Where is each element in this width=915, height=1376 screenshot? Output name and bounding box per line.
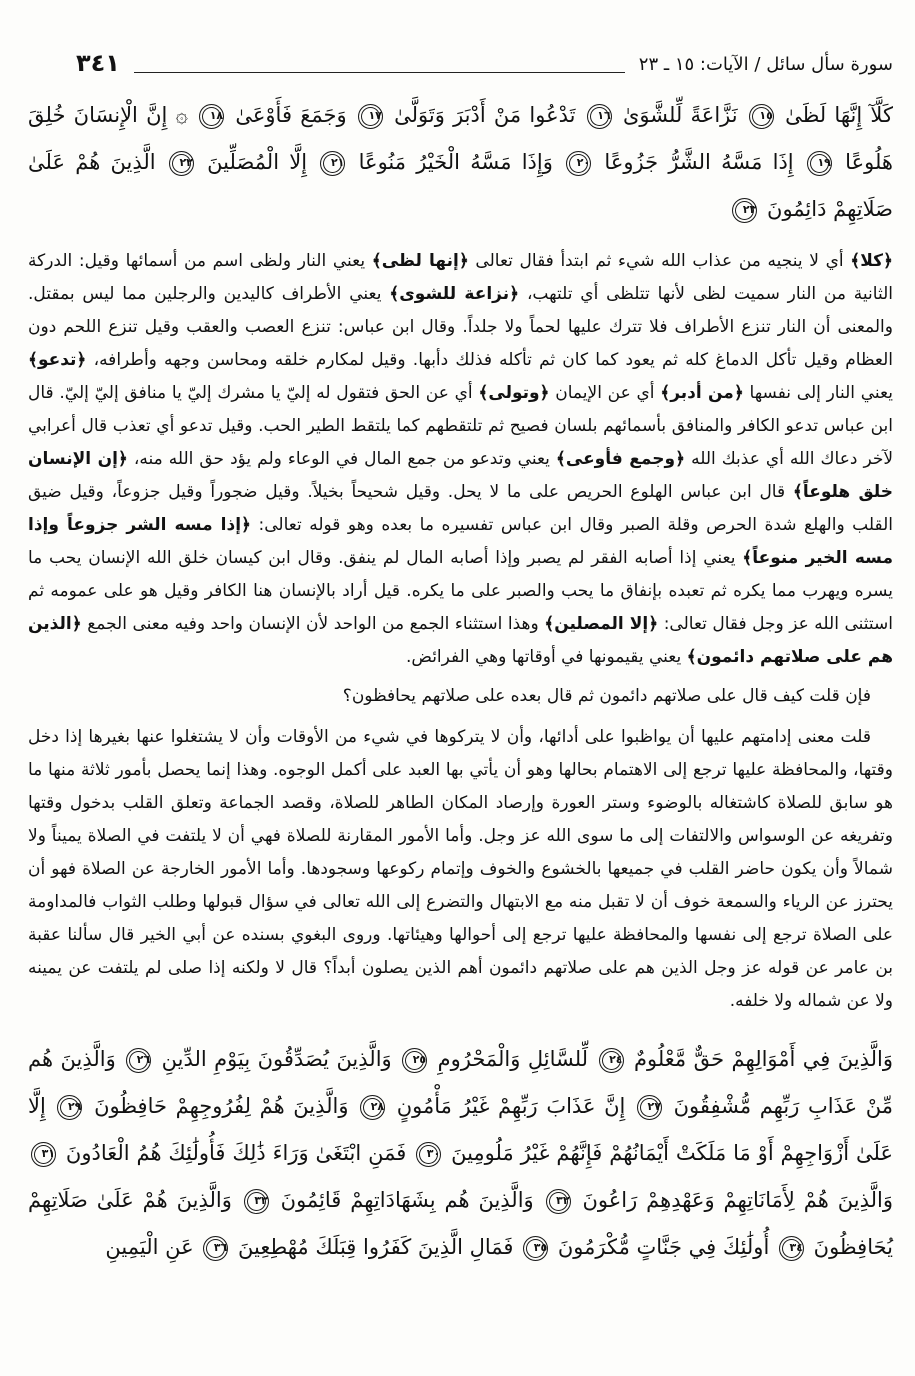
verse-text: وَالَّذِينَ هُم بِشَهَادَاتِهِمْ قَائِمُونَ [280,1188,534,1212]
commentary-text: يعني وتدعو من جمع المال في الوعاء ولم يؤد حق الله منه، [127,449,556,469]
commentary-text: أي عن الحق فتقول له إليّ يا مشرك إليّ يا منافق إليّ إليّ. قال ابن عباس تدعو الكافر والمنافق بأسمائهم بلسان فصيح ثم تلتقطهم كما يلتقط الطير الحب. وقيل تدعو أي تعذب قال أعرابي لآخر دعاك الله أي عذبك الله [28,383,894,469]
verse-number-marker: ٢٧ [637,1095,662,1120]
verse-number-marker: ١٥ [749,104,774,129]
verse-text: وَجَمَعَ فَأَوْعَىٰ [235,103,347,127]
commentary-text: قال ابن عباس الهلوع الحريص على ما لا يحل. وقيل شحيحاً بخيلاً. وقيل ضجوراً وقيل جزوعاً، وقيل ضيق القلب والهلع شدة الحرص وقلة الصبر وقال ابن عباس تفسيره ما بعده وهو قوله تعالى: [28,482,893,535]
header-rule [134,72,625,73]
quran-verses-block [28,1036,893,1271]
verse-number-marker: ١٦ [587,104,612,129]
verse-number-marker: ٢٨ [360,1095,385,1120]
verse-text: كَلَّآ إِنَّهَا لَظَىٰ [785,103,893,127]
commentary-text: يعني إذا أصابه الفقر لم يصبر وإذا أصابه المال لم ينفق. وقال ابن كيسان خلق الله الإنسان يحب ما يسره ويهرب مما يكره ثم تعبده بإنفاق ما يحب والصبر على ما يكره. قيل أراد بالإنسان هنا الكافر وقيل هو على عمومه ثم استثنى الله عز وجل فقال تعالى: [28,548,893,634]
question-paragraph: فإن قلت كيف قال على صلاتهم دائمون ثم قال بعده على صلاتهم يحافظون؟ [342,686,871,706]
verse-number-marker: ٣٢ [546,1189,571,1214]
quranic-quote: ﴿كلا﴾ [850,251,893,271]
commentary-text: يعني الأطراف كاليدين والرجلين مما ليس بمقتل. والمعنى أن النار تنزع الأطراف فلا تترك عليها لحماً ولا جلداً. وقال ابن عباس: تنزع العصب والعقب وقيل تنزع اللحم دون العظام وقيل تأكل الدماغ كله ثم يعود كما كان ثم تأكله فذلك دأبها. وقيل لمكارم خلقه ومحاسن وجهه وأطرافه، [28,284,893,370]
verse-number-marker: ١٨ [199,104,224,129]
verse-number-marker: ٣٤ [779,1236,804,1261]
verse-text: لِّلسَّائِلِ وَالْمَحْرُومِ [437,1047,589,1071]
verse-number-marker: ٢٢ [169,151,194,176]
page-number: ٣٤١ [76,49,120,77]
quranic-quote: ﴿وتولى﴾ [478,383,550,403]
verse-number-marker: ٢٣ [732,198,757,223]
verse-text: فَمَنِ ابْتَغَىٰ وَرَاءَ ذَٰلِكَ فَأُولَٰئِكَ هُمُ الْعَادُونَ [65,1141,407,1165]
verse-number-marker: ٣٦ [203,1236,228,1261]
commentary-text: وهذا استثناء الجمع من الواحد لأن الإنسان واحد وفيه معنى الجمع [81,614,545,634]
quranic-quote: ﴿إلا المصلين﴾ [544,614,659,634]
quranic-quote: ﴿نزاعة للشوى﴾ [389,284,520,304]
commentary-text: يعني النار ولظى اسم من أسمائها وقيل: الدركة الثانية من النار سميت لظى لأنها تتلظى أي تلتهب، [28,251,894,304]
verse-text: وَالَّذِينَ يُصَدِّقُونَ بِيَوْمِ الدِّينِ [161,1047,392,1071]
commentary-text: يعني يقيمونها في أوقاتها وهي الفرائض. [405,647,687,667]
verse-text: وَالَّذِينَ هُمْ لِأَمَانَاتِهِمْ وَعَهْدِهِمْ رَاعُونَ [582,1188,893,1212]
verse-number-marker: ٢٥ [402,1048,427,1073]
verse-text: وَالَّذِينَ هُم مِّنْ عَذَابِ رَبِّهِم مُّشْفِقُونَ [28,1047,893,1118]
quranic-quote: ﴿من أدبر﴾ [660,383,744,403]
verse-text: وَالَّذِينَ هُمْ عَلَىٰ صَلَاتِهِمْ يُحَافِظُونَ [28,1188,893,1259]
commentary-text: أي لا ينجيه من عذاب الله شيء ثم ابتدأ فقال تعالى [468,251,851,271]
verse-text: إِنَّ عَذَابَ رَبِّهِمْ غَيْرُ مَأْمُونٍ [396,1094,626,1118]
verse-text: إِلَّا الْمُصَلِّينَ [207,150,308,174]
verse-text: تَدْعُوا مَنْ أَدْبَرَ وَتَوَلَّىٰ [394,103,576,127]
quranic-quote: ﴿وجمع فأوعى﴾ [555,449,686,469]
answer-paragraph: قلت معنى إدامتهم عليها أن يواظبوا على أدائها، وأن لا يتركوها في شيء من الأوقات وأن لا يشتغلوا عنها بغيرها إذا دخل وقتها، والمحافظة عليها ترجع إلى الاهتمام بحالها وهو أن يأتي بها العبد على أكمل الوجوه. وهذا إنما يحصل بأمور ثلاثة منها ما هو سابق للصلاة كاشتغاله بالوضوء وستر العورة وإرصاد المكان الطاهر للصلاة، وقصد الجماعة وتعلق القلب بدخول وقتها وتفريغه عن الوسواس والالتفات إلى ما سوى الله عز وجل. وأما الأمور المقارنة للصلاة فهي أن لا يلتفت في الصلاة يميناً ولا شمالاً وأن يكون حاضر القلب في جميعها بالخشوع والخوف وإتمام ركوعها وسجودها. وأما الأمور الخارجة عن الصلاة فهو أن يحترز عن الرياء والسمعة خوف أن لا تقبل منه مع الابتهال والتضرع إلى الله تعالى في سؤال قبولها وطلب الثواب فالمداومة على الصلاة ترجع إلى نفسها والمحافظة عليها ترجع إلى أحوالها وهيئاتها. وروى البغوي بسنده عن أبي الخير قال سألنا عقبة بن عامر عن قوله عز وجل الذين هم على صلاتهم دائمون أهم الذين يصلون أبداً؟ قال لا ولكنه إذا صلى لم يلتفت عن يمينه ولا عن شماله ولا خلفه. [28,727,893,1011]
verse-text: ۞ إِنَّ الْإِنسَانَ خُلِقَ هَلُوعًا [28,103,893,174]
running-title: سورة سأل سائل / الآيات: ١٥ ـ ٢٣ [638,54,893,75]
verse-number-marker: ٢٦ [126,1048,151,1073]
verse-text: وَالَّذِينَ هُمْ لِفُرُوجِهِمْ حَافِظُونَ [94,1094,349,1118]
commentary-text: أي عن الإيمان [549,383,661,403]
verse-text: وَإِذَا مَسَّهُ الْخَيْرُ مَنُوعًا [358,150,553,174]
quranic-quote: ﴿إنها لظى﴾ [371,251,469,271]
quranic-quote: ﴿إن الإنسان خلق هلوعاً﴾ [28,449,894,502]
verse-text: وَالَّذِينَ فِي أَمْوَالِهِمْ حَقٌّ مَّعْلُومٌ [633,1047,894,1071]
commentary-text: يعني النار إلى نفسها [743,383,893,403]
quranic-quote: ﴿تدعو﴾ [28,350,87,370]
verse-number-marker: ٣٥ [523,1236,548,1261]
page-header [28,38,893,78]
quran-verses-block [28,92,893,233]
verse-number-marker: ٢٠ [566,151,591,176]
verse-text: أُولَٰئِكَ فِي جَنَّاتٍ مُّكْرَمُونَ [557,1235,770,1259]
verse-text: إِلَّا عَلَىٰ أَزْوَاجِهِمْ أَوْ مَا مَلَكَتْ أَيْمَانُهُمْ فَإِنَّهُمْ غَيْرُ مَلُومِينَ [28,1094,894,1165]
quranic-quote: ﴿الذين هم على صلاتهم دائمون﴾ [28,614,893,667]
verse-number-marker: ١٧ [358,104,383,129]
verse-text: نَزَّاعَةً لِّلشَّوَىٰ [622,103,738,127]
verse-text: الَّذِينَ هُمْ عَلَىٰ صَلَاتِهِمْ دَائِمُونَ [28,150,893,221]
verse-number-marker: ٢٩ [57,1095,82,1120]
verse-number-marker: ٢١ [320,151,345,176]
verse-number-marker: ٢٤ [599,1048,624,1073]
verse-text: إِذَا مَسَّهُ الشَّرُّ جَزُوعًا [604,150,794,174]
verse-number-marker: ١٩ [807,151,832,176]
commentary-paragraph [28,245,893,674]
verse-number-marker: ٣١ [31,1142,56,1167]
verse-text: فَمَالِ الَّذِينَ كَفَرُوا قِبَلَكَ مُهْطِعِينَ [238,1235,514,1259]
verse-number-marker: ٣٣ [244,1189,269,1214]
verse-text: عَنِ الْيَمِينِ [105,1235,194,1259]
quranic-quote: ﴿إذا مسه الشر جزوعاً وإذا مسه الخير منوعاً﴾ [28,515,894,568]
verse-number-marker: ٣٠ [416,1142,441,1167]
